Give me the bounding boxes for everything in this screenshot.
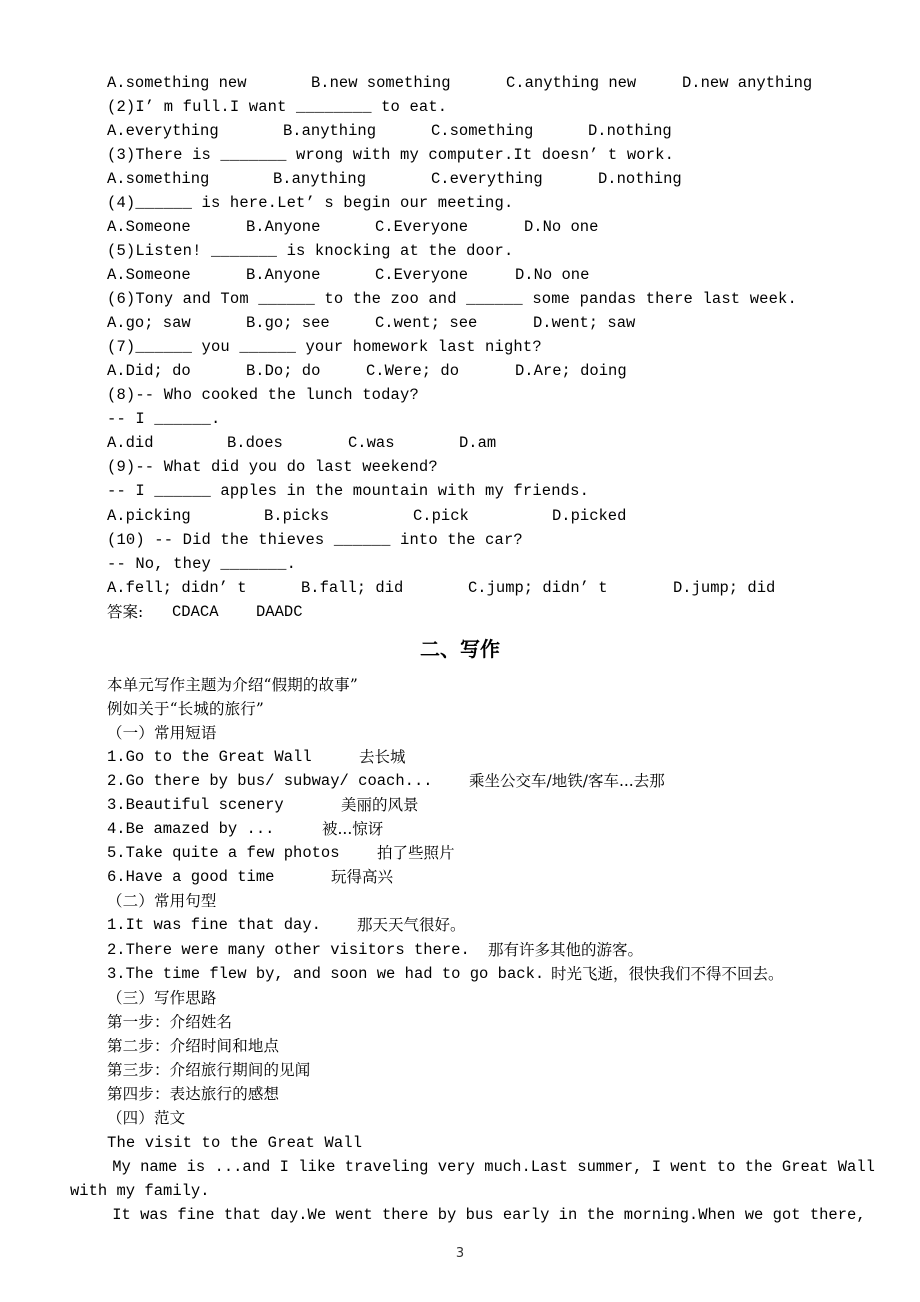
step-2: 第二步：介绍时间和地点 [107,1037,280,1055]
option-c: C.Were; do [366,362,460,380]
q5-options [107,265,827,285]
sentence-en: 1.It was fine that day. [107,916,321,934]
question-2: (2)I’ m full.I want ________ to eat. [107,98,448,116]
option-d: D.nothing [588,122,672,140]
q6-options [107,313,827,333]
phrase-zh: 去长城 [359,748,406,766]
q9-options [107,506,827,526]
question-8-line-1: (8)-- Who cooked the lunch today? [107,386,419,404]
phrase-en: 5.Take quite a few photos [107,844,340,862]
phrases-heading: （一）常用短语 [107,724,217,742]
answer-part-2: DAADC [256,603,303,621]
sample-paragraph-1-line-2: with my family. [70,1182,210,1200]
option-d: D.nothing [598,170,682,188]
answer-key [107,602,827,622]
question-9-line-2: -- I ______ apples in the mountain with my friends. [107,482,590,500]
option-b: B.does [227,434,283,452]
sentence-item [107,940,867,960]
option-c: C.Everyone [375,266,469,284]
option-d: D.Are; doing [515,362,627,380]
option-d: D.picked [552,507,627,525]
option-c: C.something [431,122,534,140]
option-b: B.picks [264,507,330,525]
question-5: (5)Listen! _______ is knocking at the door. [107,242,514,260]
sample-heading: （四）范文 [107,1109,186,1127]
option-d: D.new anything [682,74,813,92]
phrase-zh: 拍了些照片 [377,844,455,862]
writing-intro-1: 本单元写作主题为介绍“假期的故事” [107,676,358,694]
option-a: A.go; saw [107,314,191,332]
sample-paragraph-2-line-1: It was fine that day.We went there by bus early in the morning.When we got there, [75,1206,866,1224]
step-4: 第四步：表达旅行的感想 [107,1085,280,1103]
question-10-line-2: -- No, they _______. [107,555,297,573]
answer-label: 答案: [107,603,144,621]
sample-title: The visit to the Great Wall [107,1134,363,1152]
option-b: B.Anyone [246,218,321,236]
sample-paragraph-1-line-1: My name is ...and I like traveling very much.Last summer, I went to the Great Wall [75,1158,875,1176]
page-number: 3 [455,1246,465,1261]
question-4: (4)______ is here.Let’ s begin our meeting. [107,194,514,212]
option-d: D.No one [515,266,590,284]
phrase-en: 6.Have a good time [107,868,275,886]
answer-part-1: CDACA [172,603,219,621]
option-c: C.anything new [506,74,637,92]
sentence-en: 3.The time flew by, and soon we had to go back. [107,965,545,983]
phrase-zh: 乘坐公交车/地铁/客车...去那 [469,772,665,790]
option-d: D.am [459,434,497,452]
option-a: A.something [107,170,210,188]
phrase-en: 3.Beautiful scenery [107,796,284,814]
option-a: A.did [107,434,154,452]
option-a: A.Did; do [107,362,191,380]
step-3: 第三步：介绍旅行期间的见闻 [107,1061,311,1079]
q4-options [107,217,827,237]
q3-options [107,169,827,189]
phrase-item [107,795,867,815]
option-b: B.Do; do [246,362,321,380]
option-b: B.anything [283,122,377,140]
option-c: C.jump; didn’ t [468,579,608,597]
step-1: 第一步：介绍姓名 [107,1013,233,1031]
sentence-zh: 时光飞逝，很快我们不得不回去。 [551,965,784,983]
ideas-heading: （三）写作思路 [107,989,217,1007]
sentence-zh: 那天天气很好。 [357,916,466,934]
q2-options [107,121,827,141]
sentence-zh: 那有许多其他的游客。 [488,941,644,959]
phrase-en: 4.Be amazed by ... [107,820,275,838]
phrase-en: 1.Go to the Great Wall [107,748,312,766]
phrase-item [107,819,867,839]
option-a: A.fell; didn’ t [107,579,247,597]
phrase-item [107,747,867,767]
section-heading-writing: 二、写作 [420,637,500,661]
option-b: B.fall; did [301,579,404,597]
q8-options [107,433,827,453]
sentence-item [107,964,867,984]
phrase-item [107,771,867,791]
sentence-item [107,915,867,935]
option-b: B.anything [273,170,367,188]
option-a: A.everything [107,122,219,140]
option-a: A.picking [107,507,191,525]
option-c: C.everything [431,170,543,188]
option-a: A.Someone [107,266,191,284]
phrase-item [107,843,867,863]
question-10-line-1: (10) -- Did the thieves ______ into the car? [107,531,523,549]
phrase-zh: 玩得高兴 [331,868,394,886]
option-b: B.new something [311,74,451,92]
q7-options [107,361,827,381]
option-c: C.pick [413,507,469,525]
option-b: B.Anyone [246,266,321,284]
option-d: D.went; saw [533,314,636,332]
option-c: C.was [348,434,395,452]
question-7: (7)______ you ______ your homework last night? [107,338,542,356]
question-9-line-1: (9)-- What did you do last weekend? [107,458,438,476]
phrase-item [107,867,867,887]
option-c: C.Everyone [375,218,469,236]
phrase-en: 2.Go there by bus/ subway/ coach... [107,772,433,790]
sentences-heading: （二）常用句型 [107,892,217,910]
question-8-line-2: -- I ______. [107,410,221,428]
option-d: D.jump; did [673,579,776,597]
option-a: A.something new [107,74,247,92]
q1-options [107,73,827,93]
question-6: (6)Tony and Tom ______ to the zoo and ______ some pandas there last week. [107,290,797,308]
writing-intro-2: 例如关于“长城的旅行” [107,700,264,718]
option-d: D.No one [524,218,599,236]
option-a: A.Someone [107,218,191,236]
phrase-zh: 美丽的风景 [341,796,419,814]
phrase-zh: 被...惊讶 [322,820,384,838]
option-b: B.go; see [246,314,330,332]
q10-options [107,578,827,598]
option-c: C.went; see [375,314,478,332]
sentence-en: 2.There were many other visitors there. [107,941,470,959]
question-3: (3)There is _______ wrong with my computer.It doesn’ t work. [107,146,675,164]
